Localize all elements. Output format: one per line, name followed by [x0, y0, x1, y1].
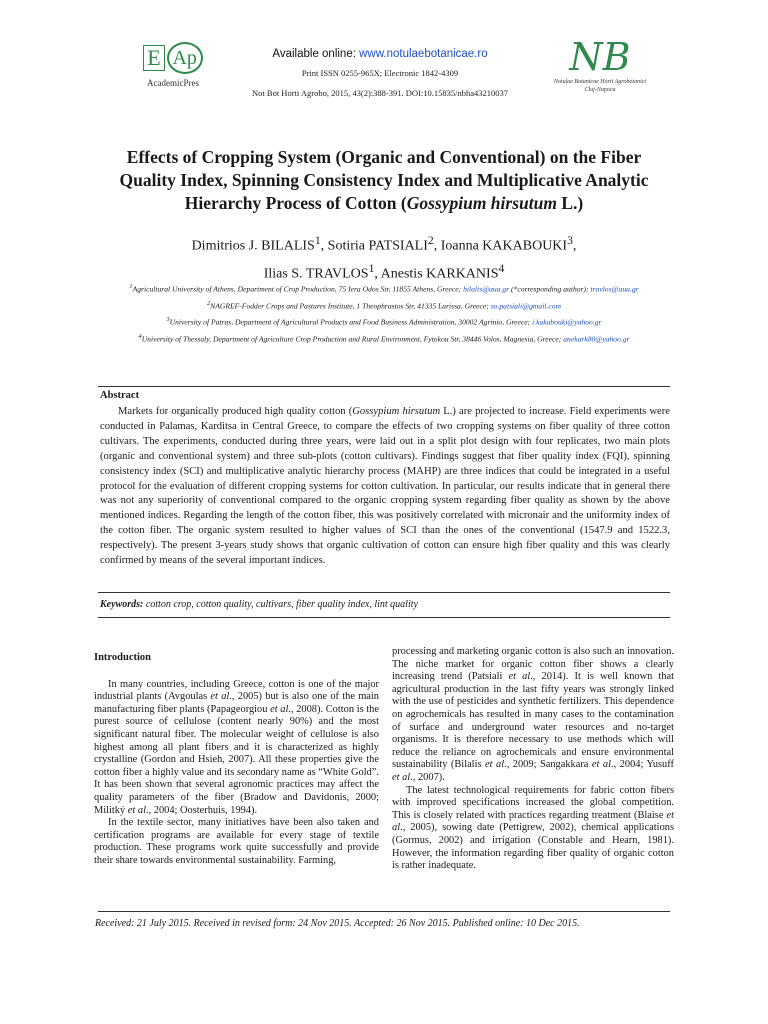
introduction-heading: Introduction — [94, 652, 151, 663]
text-run: In many countries, including Greece, cotton is one of the major industrial plants (Avgoulas — [94, 678, 379, 703]
author-sup: 1 — [314, 234, 321, 247]
email-link[interactable]: anekark80@yahoo.gr — [563, 334, 630, 344]
affil-sup: 4 — [138, 332, 142, 340]
authors-line-2: Ilias S. TRAVLOS$^1$, Anestis KARKANIS$^4$ — [263, 261, 505, 282]
text-run: et al — [270, 703, 289, 715]
author-sup: 4 — [498, 261, 505, 275]
affiliation-4 — [95, 330, 673, 347]
text-run: et al — [392, 771, 411, 783]
text-run: ., 2005), sowing date (Pettigrew, 2002), chemical applications (Gormus, 2002) and irrigation (Constable and Hearn, 1981). However, the information regarding fiber quality of organic cotton is rather inadequate. — [392, 822, 674, 872]
affil-text: University of Patras, Department of Agricultural Products and Food Business Administration, 30002 Agrinio, Greece; — [169, 317, 533, 327]
author-sup: 2 — [427, 234, 434, 247]
intro-paragraph-2-start: In the textile sector, many initiatives have been also taken and certification programs are available for every stage of textile production. These programs work quite successfully and provide their share towards environmental sustainability. Farming, — [94, 817, 379, 866]
intro-paragraph-2-cont: processing and marketing organic cotton is also such an innovation. The niche market for organic cotton fiber shows a clearly increasing trend (Patsiali et al., 2014). It is well known that agricultural production in the last fifty years was strongly linked with the use of pesticides and synthetic fertilizers. This dependence on agrochemicals has resulted in many cases to the contamination of surface and underground water resources and no-target organisms. It is therefore necessary to use methods which will reduce the reliance on agrochemicals and ensure environmental sustainability (Bilalis et al., 2009; Sangakkara et al., 2004; Yusuff et al., 2007). — [392, 646, 675, 783]
received-dates: Received: 21 July 2015. Received in revised form: 24 Nov 2015. Accepted: 26 Nov 2015. Published online: 10 Dec 2015. — [95, 918, 580, 929]
text-run: et al — [392, 809, 674, 834]
affiliation-2 — [95, 297, 673, 314]
keywords-top-rule — [98, 592, 670, 593]
abstract-heading: Abstract — [100, 390, 140, 401]
title-line-3 — [95, 192, 673, 215]
abstract-post: L.) are projected to increase. Field experiments were conducted in Palamas, Karditsa in Central Greece, to compare the effects of two cropping systems on fiber quality of three cotton cultivars. The experiments, conducted during three years, were laid out in a split plot design with four replicates, two main plots (organic and conventional system) and three sub-plots (cotton cultivars). Findings suggest that fiber quality index (FQI), spinning consistency index (SCI) and multiplicative analytic hierarchy process (MAHP) are three indices that could be integrated in a useful protocol for the evaluation of different cropping systems for cotton cultivation. In particular, our results indicate that in general there was not any superiority of conventional compared to the organic cropping system regarding fiber quality as shown by the above mentioned indices. Regarding the length of the cotton fiber, this was positively correlated with micronair and the uniformity index of the cotton fiber. The organic system resulted to higher values of SCI than the ones of the conventional (1547.9 and 1522.3, respectively). The present 3-years study shows that organic cultivation of cotton can ensure high fiber quality and this was clearly confirmed by means of the several important indices. — [100, 406, 670, 567]
text-run: ., 2004; Yusuff — [611, 759, 674, 771]
text-run: ., 2014). It is well known that agricultural production in the last fifty years was strongly linked with the use of pesticides and synthetic fertilizers. This dependence on agrochemicals has resulted in many cases to the contamination of surface and underground water resources and no-target organisms. It is therefore necessary to use methods which will reduce the reliance on agrochemicals and ensure environmental sustainability (Bilalis — [392, 671, 675, 771]
issn-line: Print ISSN 0255-965X; Electronic 1842-4309 — [301, 68, 459, 78]
journal-url-link[interactable]: www.notulaebotanicae.ro — [359, 48, 488, 60]
affil-sup: 3 — [166, 316, 170, 324]
logo-caption: AcademicPres — [147, 78, 199, 88]
text-run: et al — [485, 759, 505, 771]
author-sup: 1 — [368, 261, 375, 275]
affil-sup: 2 — [207, 299, 211, 307]
keywords — [100, 599, 670, 610]
affil-text: University of Thessaly, Department of Agriculture Crop Production and Rural Environment, Fytokou Str, 38446 Volos, Magnesia, Greece; — [141, 334, 564, 344]
text-run: The latest technological requirements for fabric cotton fibers with improved specifications increased the global competition. This is closely related with practices regarding treatment (Blaise — [392, 784, 674, 821]
affil-sup: 1 — [129, 283, 133, 290]
nb-caption-line2: Cluj-Napoca — [584, 87, 616, 93]
author-patsiali: Sotiria PATSIALI — [327, 238, 428, 254]
affil-note: (*corresponding author); — [509, 284, 591, 294]
available-label: Available online: — [272, 48, 360, 60]
author-bilalis: Dimitrios J. BILALIS — [191, 238, 315, 254]
author-list — [95, 230, 673, 285]
academicpres-logo — [128, 42, 218, 88]
title-line-1: Effects of Cropping System (Organic and Conventional) on the Fiber — [126, 147, 642, 167]
author-sup: 3 — [567, 234, 573, 247]
author-karkanis: Anestis KARKANIS — [380, 266, 499, 282]
abstract-pre: Markets for organically produced high quality cotton ( — [118, 406, 353, 417]
text-run: ., 2009; Sangakkara — [504, 759, 592, 771]
left-column — [94, 652, 379, 868]
notulae-logo — [545, 36, 655, 94]
right-column — [392, 646, 674, 873]
author-travlos: Ilias S. TRAVLOS — [263, 266, 369, 282]
footer-rule — [98, 911, 670, 912]
citation-line: Not Bot Horti Agrobo, 2015, 43(2):388-391. DOI:10.15835/nbha43210037 — [252, 88, 508, 98]
keywords-text: cotton crop, cotton quality, cultivars, fiber quality index, lint quality — [143, 599, 418, 610]
paper-title — [95, 146, 673, 215]
affiliation-3 — [95, 313, 673, 330]
abstract-text — [100, 405, 670, 569]
header-info — [230, 48, 530, 98]
affil-text: Agricultural University of Athens, Department of Crop Production, 75 Iera Odos Str, 11855 Athens, Greece; — [132, 284, 464, 294]
affiliations — [95, 280, 673, 346]
journal-header — [0, 30, 768, 110]
nb-caption-line1: Notulae Botanicae Horti Agrobotanici — [553, 79, 647, 85]
intro-paragraph-1 — [94, 679, 379, 818]
available-online — [230, 48, 530, 60]
text-run: et al — [210, 691, 230, 703]
text-run: et al — [508, 671, 531, 683]
email-link[interactable]: bilalis@aua.gr — [463, 284, 510, 294]
logo-letter-ap: Ap — [167, 42, 203, 74]
email-link[interactable]: travlos@aua.gr — [590, 284, 639, 294]
text-run: ., 2008). Cotton is the purest source of cellulose (content nearly 90%) and the most significant natural fiber. The molecular weight of cellulose is also highest among all plant fibers and it is characterized as highly crystalline (Gordon and Hsieh, 2007). All these properties give the cotton fiber a highly value and its secondary name as “White Gold”. It has been shown that several agronomic practices may affect the quality parameters of the fiber (Bradow and Davidonis, 2000; Militký — [94, 703, 379, 816]
author-kakabouki: Ioanna KAKABOUKI — [440, 238, 568, 254]
title-line-3-prefix: Hierarchy Process of Cotton ( — [184, 193, 407, 213]
nb-logo-mark: NB — [569, 35, 631, 79]
intro-paragraph-3 — [392, 785, 674, 873]
affil-text: NAGREF-Fodder Crops and Pastures Institute, 1 Theophrastos Str, 41335 Larissa, Greece; — [210, 301, 491, 311]
text-run: et al — [127, 804, 146, 816]
email-link[interactable]: i.kakabouki@yahoo.gr — [532, 317, 602, 327]
title-species: Gossypium hirsutum — [406, 193, 557, 213]
title-line-2: Quality Index, Spinning Consistency Index and Multiplicative Analytic — [119, 170, 649, 190]
keywords-bottom-rule — [98, 617, 670, 618]
text-run: et al — [591, 759, 611, 771]
logo-letter-e: E — [143, 45, 164, 71]
email-link[interactable]: so.patsiali@gmail.com — [490, 301, 561, 311]
text-run: ., 2005) but is also one of the main manufacturing fiber plants (Papageorgiou — [94, 691, 379, 715]
abstract-species: Gossypium hirsutum — [352, 406, 441, 417]
title-line-3-suffix: L.) — [556, 193, 584, 213]
keywords-label: Keywords: — [100, 599, 144, 610]
text-run: ., 2004; Oosterhuis, 1994). — [145, 804, 258, 816]
authors-line-1: Dimitrios J. BILALIS$^1$, Sotiria PATSIALI$^2$, Ioanna KAKABOUKI$^3$, — [191, 234, 577, 254]
abstract-top-rule — [98, 386, 670, 387]
text-run: ., 2007). — [410, 771, 445, 783]
affiliation-1 — [95, 280, 673, 297]
